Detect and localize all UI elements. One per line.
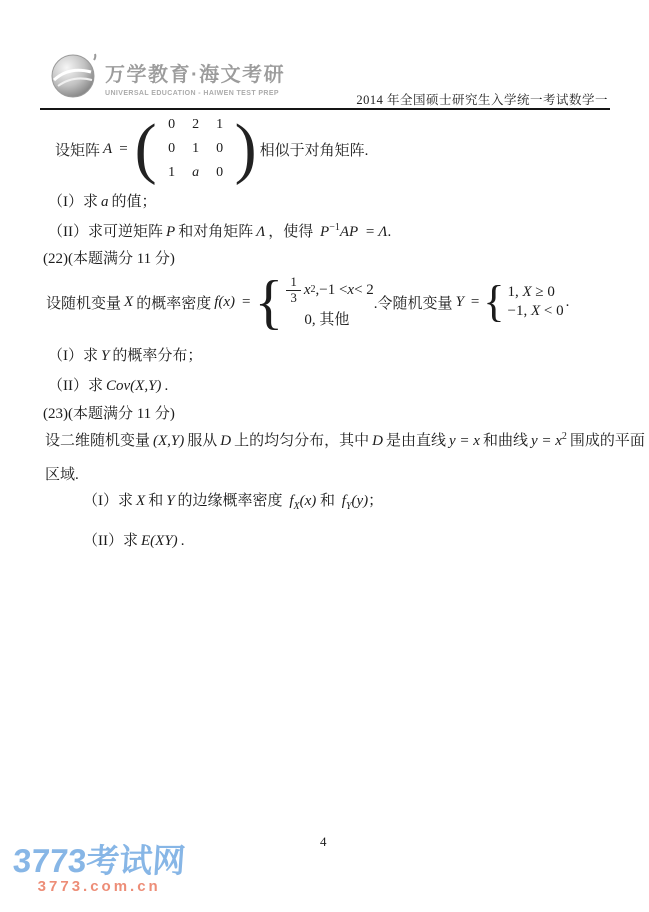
math-var-AP: AP — [339, 224, 359, 240]
math-var-a: a — [101, 194, 109, 210]
matrix-cell: 0 — [216, 165, 224, 180]
item-text: 求 — [88, 378, 104, 394]
piecewise-row — [508, 303, 564, 320]
item-text: . — [387, 224, 392, 240]
math-var-x: x — [303, 281, 311, 298]
logo-subtitle: UNIVERSAL EDUCATION - HAIWEN TEST PREP — [105, 90, 280, 97]
condition-text: ,−1 < — [315, 281, 348, 298]
condition-text: 1, — [507, 284, 523, 300]
math-var-P: P — [166, 224, 176, 240]
q21-matrix-line — [55, 112, 368, 186]
item-label: （II） — [83, 533, 123, 549]
q23-item-2 — [83, 529, 184, 550]
q22-heading: (22)(本题满分 11 分) — [43, 251, 175, 267]
left-brace: { — [254, 269, 284, 335]
math-exy: E(XY) — [141, 533, 178, 549]
item-text: 求 — [118, 493, 134, 509]
item-text: 和 — [148, 493, 164, 509]
matrix-A — [134, 111, 257, 187]
piecewise-row: 0, 其他 — [304, 312, 350, 329]
logo-title: 万学教育·海文考研 — [105, 64, 286, 86]
math-cov: Cov(X,Y) — [106, 378, 162, 394]
matrix-cell: 1 — [168, 165, 176, 180]
item-label: （I） — [83, 493, 118, 509]
item-label: （II） — [48, 224, 88, 240]
item-text: 的概率分布； — [112, 348, 203, 364]
logo — [50, 53, 285, 104]
q21-intro-suffix: 相似于对角矩阵. — [259, 142, 369, 159]
math-func-f: f — [341, 493, 346, 509]
item-text: ，使得 — [268, 224, 314, 240]
math-var-X: X — [124, 293, 134, 310]
page-number: 4 — [320, 834, 327, 849]
q23-intro-text: 围成的平面 — [569, 433, 645, 449]
q23-intro-text: 服从 — [187, 433, 218, 449]
math-subscript: X — [293, 501, 300, 512]
math-args: (x) — [299, 493, 317, 509]
math-var-D: D — [372, 433, 383, 449]
header-rule — [40, 108, 610, 110]
q22-intro-text: 设随机变量 — [46, 295, 122, 312]
q23-intro-text: 是由直线 — [385, 433, 446, 449]
equals-sign: = — [470, 293, 480, 310]
q22-intro-text: .令随机变量 — [373, 295, 453, 312]
matrix-cell: 0 — [216, 141, 224, 156]
q22-item-1 — [48, 344, 202, 365]
math-exponent: −1 — [329, 222, 340, 233]
q23-intro-text: 设二维随机变量 — [45, 433, 151, 449]
q23-heading: (23)(本题满分 11 分) — [43, 406, 175, 422]
condition-text: −1, — [507, 303, 531, 319]
globe-icon — [50, 53, 98, 104]
q23-intro-text: 上的均匀分布，其中 — [234, 433, 370, 449]
item-text: . — [164, 378, 169, 394]
sentence-period: . — [565, 293, 570, 310]
piecewise-rows — [286, 275, 373, 330]
matrix-cell: 0 — [168, 141, 176, 156]
math-var-A: A — [103, 140, 113, 157]
item-text: ； — [368, 493, 384, 509]
matrix-cell: 1 — [216, 117, 224, 132]
item-text: 求 — [83, 348, 99, 364]
item-text: 的值； — [111, 194, 157, 210]
left-brace: { — [483, 277, 505, 327]
item-text: 求可逆矩阵 — [88, 224, 164, 240]
math-var-X: X — [136, 493, 146, 509]
watermark — [13, 843, 185, 895]
math-args: (y) — [351, 493, 369, 509]
item-text: . — [180, 533, 185, 549]
math-var-lambda: Λ — [256, 224, 266, 240]
item-text: 的边缘概率密度 — [177, 493, 283, 509]
math-var-X: X — [522, 284, 532, 300]
item-text: 求 — [123, 533, 139, 549]
q22-item-2 — [48, 374, 168, 395]
math-var-x: x — [347, 281, 355, 298]
q23-item-1 — [83, 489, 383, 510]
equals-sign: = — [365, 224, 375, 240]
q22-intro-text: 的概率密度 — [136, 295, 212, 312]
fraction-one-third — [286, 275, 301, 306]
item-label: （I） — [48, 348, 83, 364]
math-var-Y: Y — [166, 493, 175, 509]
condition-text: ≥ 0 — [531, 284, 555, 300]
q23-intro-line1 — [45, 429, 645, 450]
q22-density-line — [46, 266, 569, 338]
q21-intro-text: 设矩阵 — [55, 142, 101, 159]
q23-intro-line2: 区域. — [45, 467, 79, 483]
math-var-Y: Y — [101, 348, 110, 364]
matrix-left-paren: ( — [134, 111, 157, 187]
matrix-cell: 0 — [168, 117, 176, 132]
matrix-grid — [160, 117, 232, 181]
item-label: （I） — [48, 194, 83, 210]
matrix-right-paren: ) — [234, 111, 257, 187]
q23-intro-text: 和曲线 — [482, 433, 528, 449]
condition-text: < 0 — [540, 303, 564, 319]
condition-text: < 2 — [354, 281, 374, 298]
piecewise-y — [483, 277, 564, 327]
watermark-site-url: 3773.com.cn — [37, 878, 161, 896]
math-var-X: X — [530, 303, 541, 319]
math-var-P: P — [320, 224, 330, 240]
math-var-lambda: Λ — [378, 224, 388, 240]
fraction-denominator: 3 — [290, 289, 297, 305]
math-var-Y: Y — [455, 293, 464, 310]
math-exponent: 2 — [561, 431, 567, 442]
math-curve-eq: y = x — [530, 433, 562, 449]
watermark-site-name: 3773考试网 — [11, 842, 187, 879]
exam-title: 2014 年全国硕士研究生入学统一考试数学一 — [356, 93, 608, 107]
math-func-f: f — [289, 493, 294, 509]
piecewise-row: $\frac{1}{3}$ x 2 ,−1 < x < 2 — [286, 275, 373, 306]
equals-sign: = — [242, 293, 251, 310]
item-text: 和对角矩阵 — [178, 224, 254, 240]
matrix-cell: 2 — [192, 117, 200, 132]
math-func-fx: f(x) — [214, 293, 236, 310]
math-subscript: Y — [345, 501, 352, 512]
piecewise-rows — [508, 284, 564, 320]
piecewise-fx — [254, 269, 374, 335]
piecewise-row — [508, 284, 564, 301]
math-var-D: D — [220, 433, 232, 449]
equals-sign: = — [119, 140, 128, 157]
item-text: 求 — [83, 194, 99, 210]
q21-item-1 — [48, 190, 157, 211]
item-text: 和 — [320, 493, 336, 509]
matrix-cell-a: a — [192, 165, 200, 180]
q21-item-2 — [48, 220, 391, 241]
matrix-cell: 1 — [192, 141, 200, 156]
item-label: （II） — [48, 378, 88, 394]
math-line-eq: y = x — [449, 433, 480, 449]
math-pair-XY: (X,Y) — [153, 433, 185, 449]
fraction-numerator: 1 — [286, 275, 301, 291]
